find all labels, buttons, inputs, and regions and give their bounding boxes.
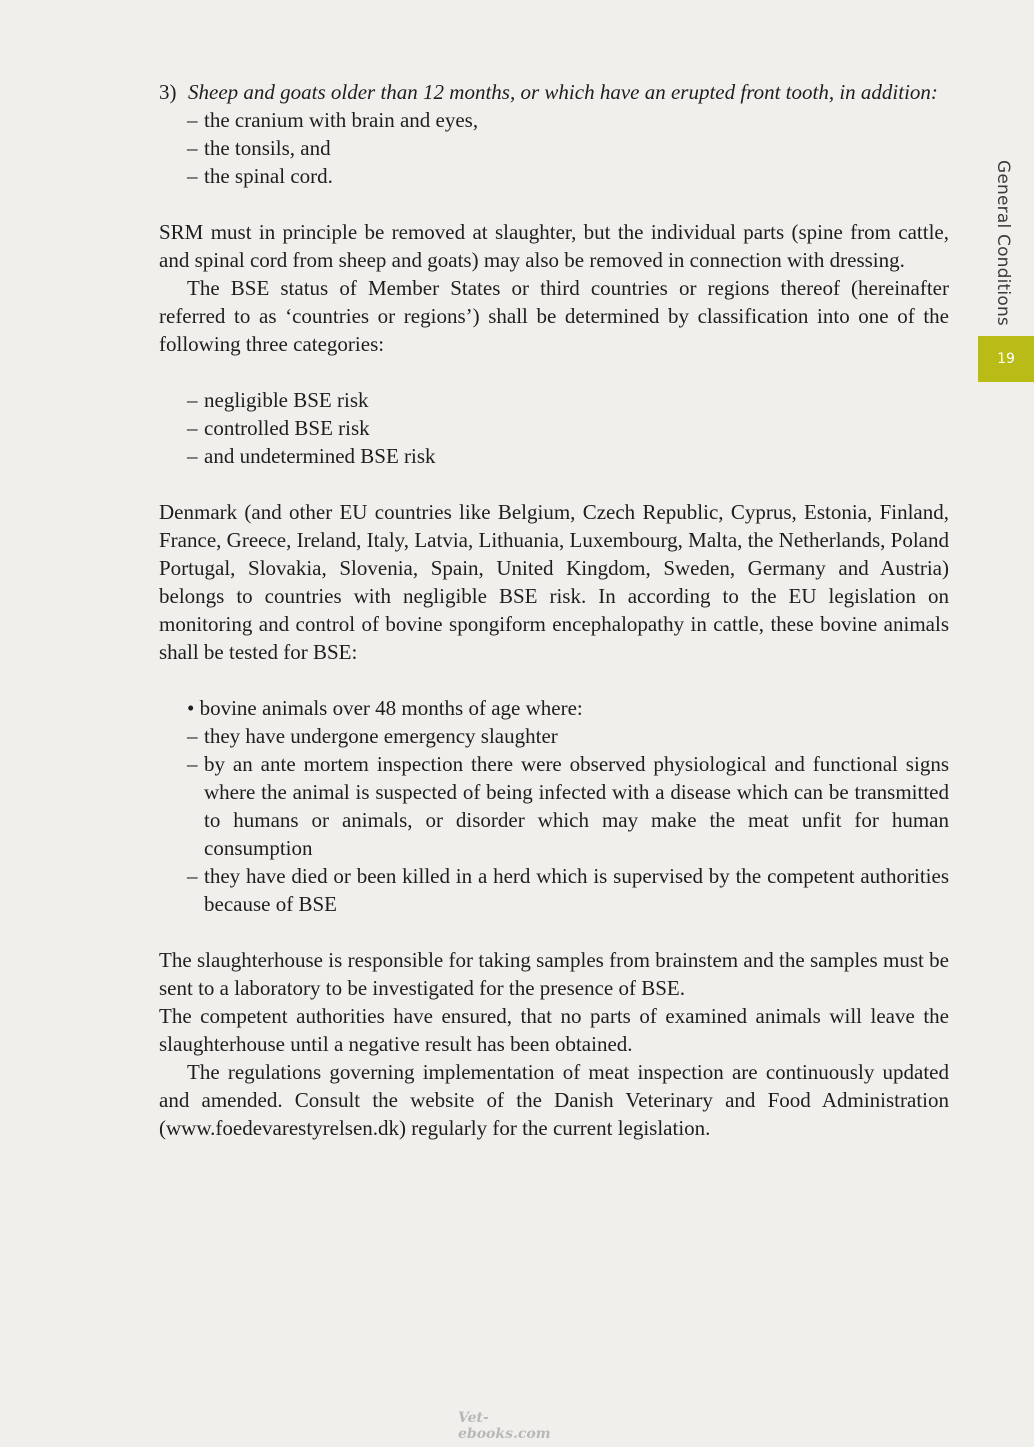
authorities-paragraph: The competent authorities have ensured, that no parts of examined animals will leave the slaughterhouse until a negative result has been obtained. <box>159 1004 949 1056</box>
watermark-logo <box>458 1410 578 1442</box>
srm-paragraph: SRM must in principle be removed at slaughter, but the individual parts (spine from cattle, and spinal cord from sheep and goats) may also be removed in connection with dressing. <box>159 220 949 272</box>
slaughterhouse-paragraph: The slaughterhouse is responsible for taking samples from brainstem and the samples must be sent to a laboratory to be investigated for the presence of BSE. <box>159 948 949 1000</box>
numbered-item-3 <box>159 78 949 106</box>
list-item: – and undetermined BSE risk <box>187 442 949 470</box>
list-item: – they have died or been killed in a herd which is supervised by the competent authorities because of BSE <box>187 862 949 918</box>
list-item: – by an ante mortem inspection there were observed physiological and functional signs where the animal is suspected of being infected with a disease which can be transmitted to humans or animals, or disorder which may make the meat unfit for human consumption <box>187 750 949 862</box>
watermark-text: Vet-ebooks.com <box>458 1410 551 1442</box>
item-number: 3) <box>159 80 177 104</box>
list-item: – they have undergone emergency slaughter <box>187 722 949 750</box>
section-title: General Conditions <box>993 160 1013 326</box>
page-body <box>159 78 949 1142</box>
list-item: – negligible BSE risk <box>187 386 949 414</box>
testing-criteria-list <box>159 722 949 918</box>
section-side-label <box>978 160 1028 330</box>
testing-bullet: • bovine animals over 48 months of age where: <box>187 696 583 720</box>
list-item: – the tonsils, and <box>187 134 949 162</box>
risk-category-list <box>159 386 949 470</box>
bse-status-paragraph: The BSE status of Member States or third countries or regions thereof (hereinafter referred to as ‘countries or regions’) shall be determined by classification into one of the following three categories: <box>159 276 949 356</box>
denmark-paragraph: Denmark (and other EU countries like Belgium, Czech Republic, Cyprus, Estonia, Finland, France, Greece, Ireland, Italy, Latvia, Lithuania, Luxembourg, Malta, the Netherlands, Poland Portugal, Slovakia, Slovenia, Spain, United Kingdom, Sweden, Germany and Austria) belongs to countries with negligible BSE risk. In according to the EU legislation on monitoring and control of bovine spongiform encephalopathy in cattle, these bovine animals shall be tested for BSE: <box>159 500 949 664</box>
page-number-tab <box>978 336 1034 382</box>
sheep-goats-srm-list <box>159 106 949 190</box>
item-3-text: Sheep and goats older than 12 months, or which have an erupted front tooth, in addition: <box>188 80 938 104</box>
list-item: – controlled BSE risk <box>187 414 949 442</box>
list-item: – the spinal cord. <box>187 162 949 190</box>
page-number: 19 <box>997 351 1015 367</box>
regulations-paragraph: The regulations governing implementation of meat inspection are continuously updated and amended. Consult the website of the Danish Veterinary and Food Administration (www.foedevarestyrelsen.dk) regularly for the current legislation. <box>159 1060 949 1140</box>
list-item: – the cranium with brain and eyes, <box>187 106 949 134</box>
